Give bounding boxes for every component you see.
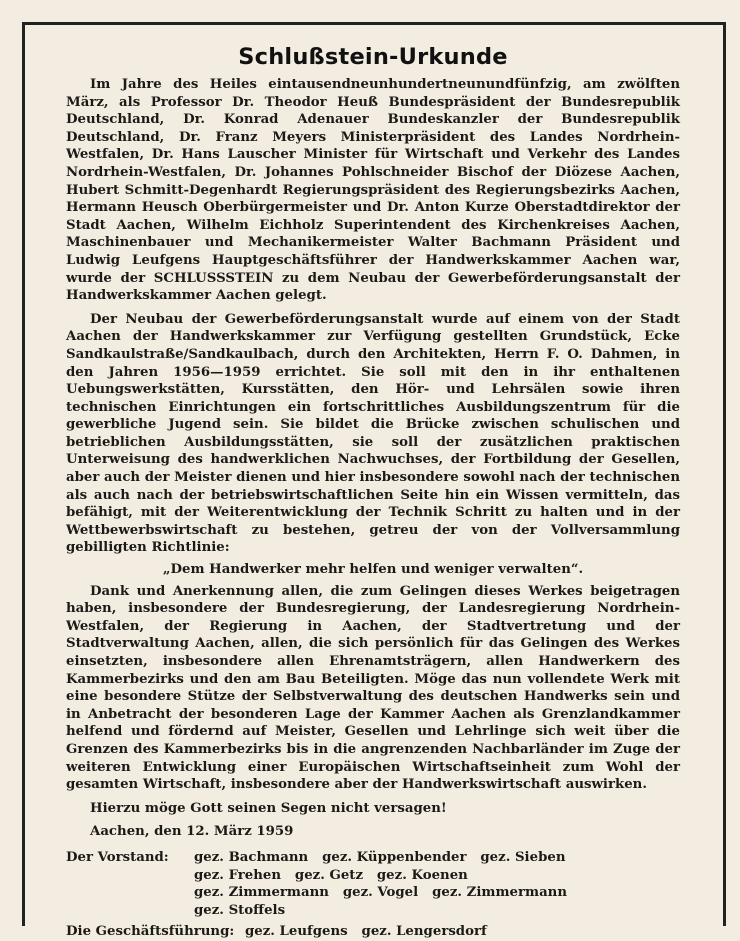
document-title: Schlußstein-Urkunde xyxy=(238,44,508,70)
board-names-line: gez. Zimmermann gez. Vogel gez. Zimmermann xyxy=(194,885,568,901)
board-names-line: gez. Stoffels xyxy=(194,902,286,918)
paragraph-2: Der Neubau der Gewerbeförderungsanstalt wurde auf einem von der Stadt Aachen der Handwerkskammer zur Verfügung gestellten Grundstück, Ecke Sandkaulstraße/Sandkaulbach, durch den Architekten, Herrn F. O. Dahmen, in den Jahren 1956—1959 errichtet. Sie soll mit den in ihr enthaltenen Uebungswerkstätten, Kursstätten, den Hör- und Lehrsälen sowie ihren technischen Einrichtungen ein fortschrittliches Ausbildungszentrum für die gewerbliche Jugend sein. Sie bildet die Brücke zwischen schulischen und betrieblichen Ausbildungsstätten, sie soll der zusätzlichen praktischen Unterweisung des handwerklichen Nachwuchses, der Fortbildung der Gesellen, aber auch der Meister dienen und hier insbesondere sowohl nach der technischen als auch nach der betriebswirtschaftlichen Seite hin ein Wissen vermitteln, das befähigt, mit der Weiterentwicklung der Technik Schritt zu halten und in der Wettbewerbswirtschaft zu bestehen, getreu der von der Vollversammlung gebilligten Richtlinie: xyxy=(66,311,680,556)
management-names: gez. Leufgens gez. Lengersdorf xyxy=(244,924,487,940)
board-signatures xyxy=(66,849,680,919)
paragraph-1: Im Jahre des Heiles eintausendneunhundertneunundfünfzig, am zwölften März, als Professor Dr. Theodor Heuß Bundespräsident der Bundesrepublik Deutschland, Dr. Konrad Adenauer Bundeskanzler der Bundesrepublik Deutschland, Dr. Franz Meyers Ministerpräsident des Landes Nordrhein-Westfalen, Dr. Hans Lauscher Minister für Wirtschaft und Verkehr des Landes Nordrhein-Westfalen, Dr. Johannes Pohlschneider Bischof der Diözese Aachen, Hubert Schmitt-Degenhardt Regierungspräsident des Regierungsbezirks Aachen, Hermann Heusch Oberbürgermeister und Dr. Anton Kurze Oberstadtdirektor der Stadt Aachen, Wilhelm Eichholz Superintendent des Kirchenkreises Aachen, Maschinenbauer und Mechanikermeister Walter Bachmann Präsident und Ludwig Leufgens Hauptgeschäftsführer der Handwerkskammer Aachen war, wurde der SCHLUSSSTEIN zu dem Neubau der Gewerbeförderungsanstalt der Handwerkskammer Aachen gelegt. xyxy=(66,77,680,304)
management-label: Die Geschäftsführung: xyxy=(66,924,235,940)
guideline-quote: „Dem Handwerker mehr helfen und weniger verwalten“. xyxy=(162,562,584,578)
board-names-line: gez. Frehen gez. Getz gez. Koenen xyxy=(194,867,468,883)
blessing-line: Hierzu möge Gott seinen Segen nicht versagen! xyxy=(90,800,447,816)
board-names-line: gez. Bachmann gez. Küppenbender gez. Sieben xyxy=(194,849,566,865)
paragraph-3: Dank und Anerkennung allen, die zum Gelingen dieses Werkes beigetragen haben, insbesondere der Bundesregierung, der Landesregierung Nordrhein-Westfalen, der Regierung in Aachen, der Stadtvertretung und der Stadtverwaltung Aachen, allen, die sich persönlich für das Gelingen des Werkes einsetzten, insbesondere allen Ehrenamtsträgern, allen Handwerkern des Kammerbezirks und den am Bau Beteiligten. Möge das nun vollendete Werk mit eine besondere Stütze der Selbstverwaltung des deutschen Handwerks sein und in Anbetracht der besonderen Lage der Kammer Aachen als Grenzlandkammer helfend und fördernd auf Meister, Gesellen und Lehrlinge sich weit über die Grenzen des Kammerbezirks bis in die angrenzenden Nachbarländer im Zuge der weiteren Entwicklung einer Europäischen Wirtschaftseinheit zum Wohl der gesamten Wirtschaft, insbesondere aber der Handwerkswirtschaft auswirken. xyxy=(66,583,680,793)
place-date: Aachen, den 12. März 1959 xyxy=(90,824,294,840)
document-body xyxy=(66,44,680,941)
board-label: Der Vorstand: xyxy=(66,849,169,865)
